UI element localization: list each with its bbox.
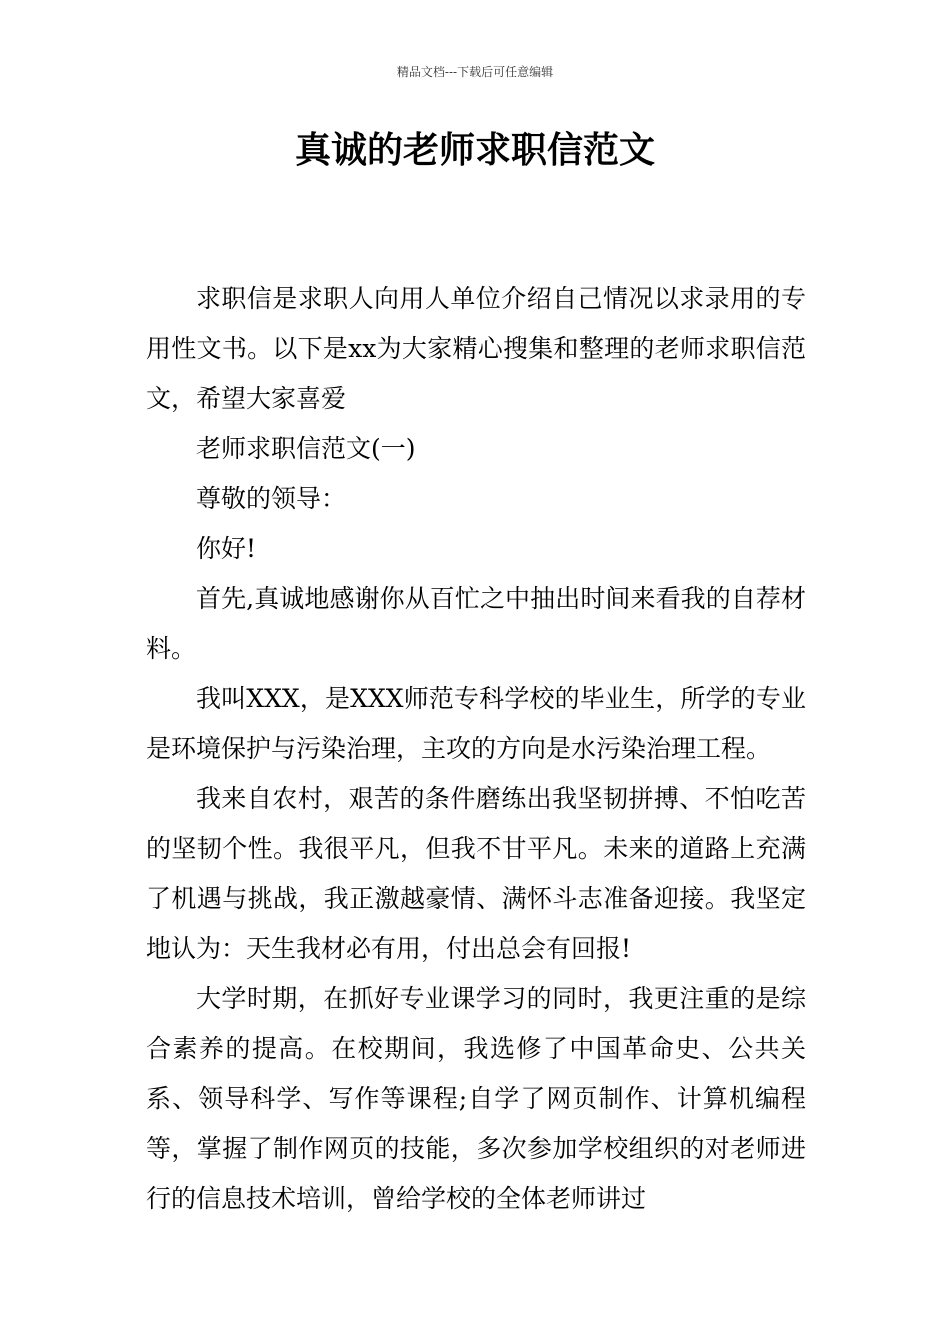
paragraph-greeting: 你好! [196,534,257,563]
paragraph-section-heading: 老师求职信范文(一) [196,434,416,463]
paragraph-background: 我来自农村，艰苦的条件磨练出我坚韧拼搏、不怕吃苦的坚韧个性。我很平凡，但我不甘平凡。未来的道路上充满了机遇与挑战，我正激越豪情、满怀斗志准备迎接。我坚定地认为：天生我材必有用，付出总会有回报! [146,784,806,963]
paragraph-university: 大学时期，在抓好专业课学习的同时，我更注重的是综合素养的提高。在校期间，我选修了中国革命史、公共关系、领导科学、写作等课程;自学了网页制作、计算机编程等，掌握了制作网页的技能，多次参加学校组织的对老师进行的信息技术培训，曾给学校的全体老师讲过 [146,984,806,1213]
document-title: 真诚的老师求职信范文 [294,130,655,171]
paragraph-salutation: 尊敬的领导： [196,484,347,513]
document-body [146,274,806,1224]
header-note: 精品文档---下载后可任意编辑 [396,65,554,79]
paragraph-introduction: 我叫XXX，是XXX师范专科学校的毕业生，所学的专业是环境保护与污染治理，主攻的方向是水污染治理工程。 [146,684,806,763]
paragraph-intro: 求职信是求职人向用人单位介绍自己情况以求录用的专用性文书。以下是xx为大家精心搜集和整理的老师求职信范文，希望大家喜爱 [146,284,806,413]
paragraph-thanks: 首先,真诚地感谢你从百忙之中抽出时间来看我的自荐材料。 [146,584,806,663]
